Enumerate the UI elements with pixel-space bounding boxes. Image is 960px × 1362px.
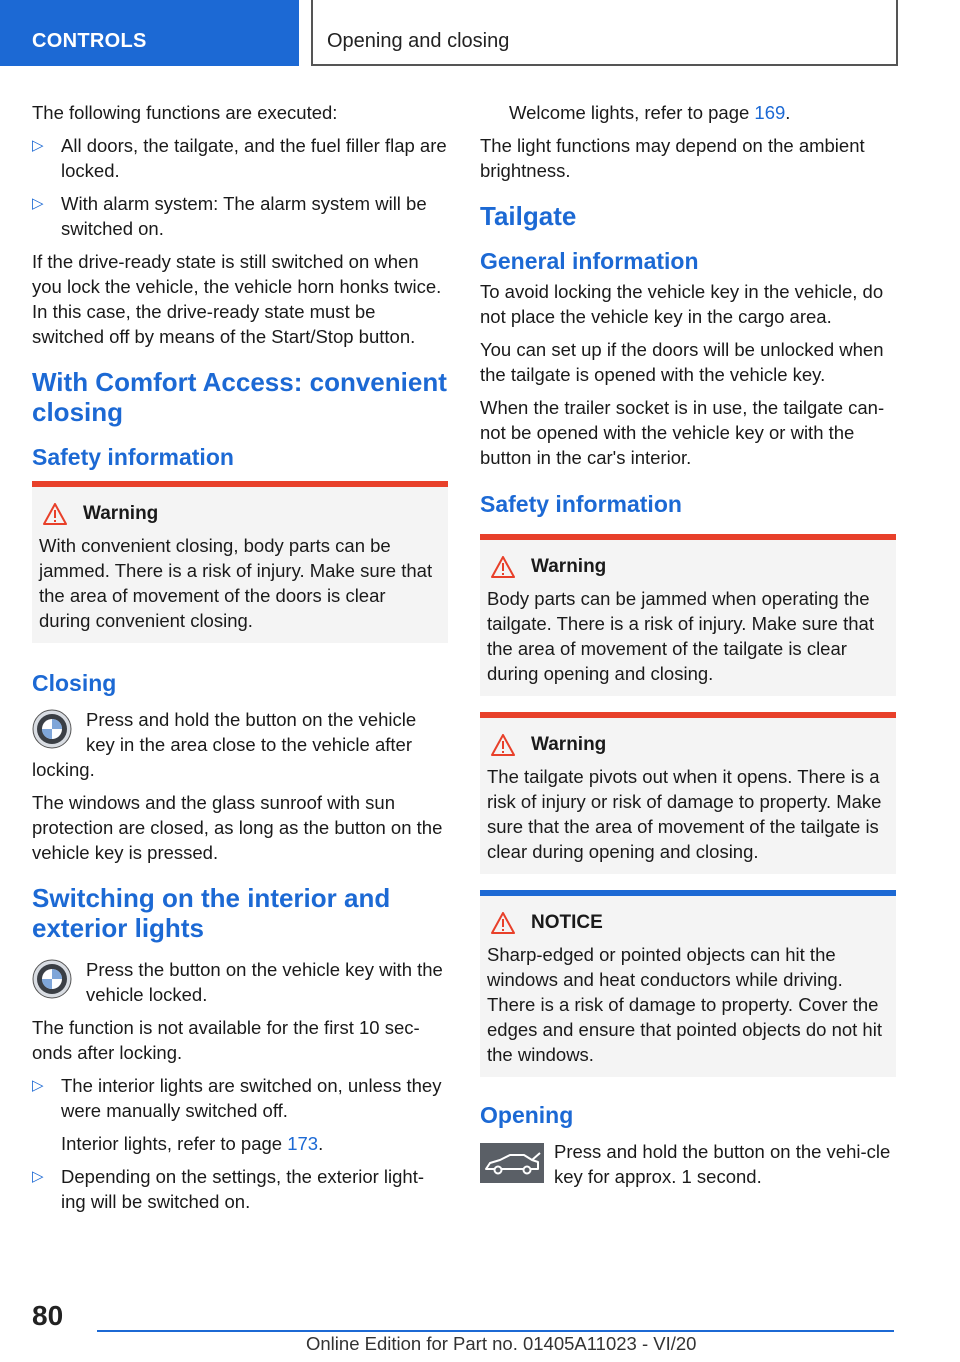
warning-text: With convenient closing, body parts can be jammed. There is a risk of injury. Make sure that the area of movement of the doors is clear during convenient closing. (39, 535, 433, 631)
general-text-1: To avoid locking the vehicle key in the vehicle, do not place the vehicle key in the cargo area. (480, 281, 884, 327)
warning-box (480, 712, 896, 874)
reference-period: . (785, 102, 791, 123)
reference-text: Welcome lights, refer to page (509, 102, 755, 123)
heading-safety-information: Safety information (32, 444, 234, 470)
list-item (32, 1073, 448, 1123)
page-number: 80 (32, 1300, 64, 1331)
left-column (32, 100, 448, 1222)
footer-divider (97, 1330, 894, 1332)
list-item (32, 133, 448, 183)
warning-title-row (487, 732, 889, 758)
footer-edition: Online Edition for Part no. 01405A11023 - VI/20 (306, 1333, 697, 1354)
heading-tailgate: Tailgate (480, 201, 577, 231)
bullet-triangle-icon: ▷ (32, 1077, 44, 1094)
lights-paragraph: The function is not available for the first 10 sec‐onds after locking. (32, 1017, 420, 1063)
welcome-lights-reference (480, 100, 896, 125)
warning-text: Body parts can be jammed when operating the tailgate. There is a risk of injury. Make sure that the area of movement of the tailgate is clear during opening and closing. (487, 588, 874, 684)
warning-title: Warning (83, 503, 159, 524)
heading-closing: Closing (32, 670, 117, 696)
warning-title-row (39, 501, 441, 527)
lights-text: Press the button on the vehicle key with the vehicle locked. (86, 959, 443, 1005)
right-column (480, 100, 896, 1197)
header-chapter-tab (311, 0, 898, 66)
opening-text: Press and hold the button on the vehi‐cle key for approx. 1 second. (554, 1141, 891, 1187)
header-chapter-label: Opening and closing (327, 30, 510, 52)
heading-lights: Switching on the interior and exterior lights (32, 883, 391, 943)
bullet-text: Depending on the settings, the exterior light‐ing will be switched on. (61, 1166, 425, 1212)
bullet-triangle-icon: ▷ (32, 137, 44, 154)
warning-title-row (487, 554, 889, 580)
warning-title: Warning (531, 734, 607, 755)
bmw-key-icon (32, 709, 72, 749)
warning-title: Warning (531, 556, 607, 577)
heading-general-information: General information (480, 248, 699, 274)
list-item (32, 1164, 448, 1214)
heading-safety-information: Safety information (480, 491, 682, 517)
heading-opening: Opening (480, 1102, 574, 1128)
warning-box (32, 481, 448, 643)
tailgate-car-icon (480, 1143, 544, 1183)
header-section-label: CONTROLS (32, 30, 147, 52)
warning-triangle-icon (491, 912, 515, 934)
bullet-text: The interior lights are switched on, unless they were manually switched off. (61, 1075, 442, 1121)
warning-triangle-icon (491, 734, 515, 756)
horn-paragraph: If the drive-ready state is still switched on when you lock the vehicle, the vehicle horn honks twice. In this case, the drive-ready state must be switched off by means of the Start/Stop button. (32, 251, 442, 347)
closing-text: Press and hold the button on the vehicle key in the area close to the vehicle after locking. (32, 709, 417, 780)
warning-triangle-icon (491, 556, 515, 578)
intro-text: The following functions are executed: (32, 102, 338, 123)
bullet-text: With alarm system: The alarm system will be switched on. (61, 193, 427, 239)
notice-title: NOTICE (531, 912, 603, 933)
bullet-text: All doors, the tailgate, and the fuel filler flap are locked. (61, 135, 447, 181)
bullet-triangle-icon: ▷ (32, 1168, 44, 1185)
list-item (32, 191, 448, 241)
warning-triangle-icon (43, 503, 67, 525)
header-section-tab (0, 0, 299, 66)
general-text-3: When the trailer socket is in use, the tailgate can‐not be opened with the vehicle key or with the button in the car's interior. (480, 397, 885, 468)
lights-instruction (32, 957, 448, 1015)
notice-box (480, 890, 896, 1077)
heading-comfort-access: With Comfort Access: convenient closing (32, 367, 447, 427)
closing-paragraph: The windows and the glass sunroof with sun protection are closed, as long as the button on the vehicle key is pressed. (32, 792, 443, 863)
reference-text: Interior lights, refer to page (61, 1133, 288, 1154)
page-link[interactable]: 173 (287, 1133, 319, 1154)
warning-box (480, 534, 896, 696)
notice-title-row (487, 910, 889, 936)
ambient-text: The light functions may depend on the ambient brightness. (480, 135, 865, 181)
bmw-key-icon (32, 959, 72, 999)
closing-instruction (32, 707, 448, 790)
notice-text: Sharp-edged or pointed objects can hit the windows and heat conductors while driving. There is a risk of damage to property. Cover the edges and ensure that pointed objects do not hit the windows. (487, 944, 882, 1065)
warning-text: The tailgate pivots out when it opens. There is a risk of injury or risk of damage to property. Make sure that the area of movement of the tailgate is clear during opening and closing. (487, 766, 882, 862)
page-link[interactable]: 169 (754, 102, 786, 123)
opening-instruction (480, 1139, 896, 1197)
interior-lights-reference (32, 1131, 448, 1156)
bullet-triangle-icon: ▷ (32, 195, 44, 212)
general-text-2: You can set up if the doors will be unlocked when the tailgate is opened with the vehicle key. (480, 339, 884, 385)
reference-period: . (318, 1133, 324, 1154)
